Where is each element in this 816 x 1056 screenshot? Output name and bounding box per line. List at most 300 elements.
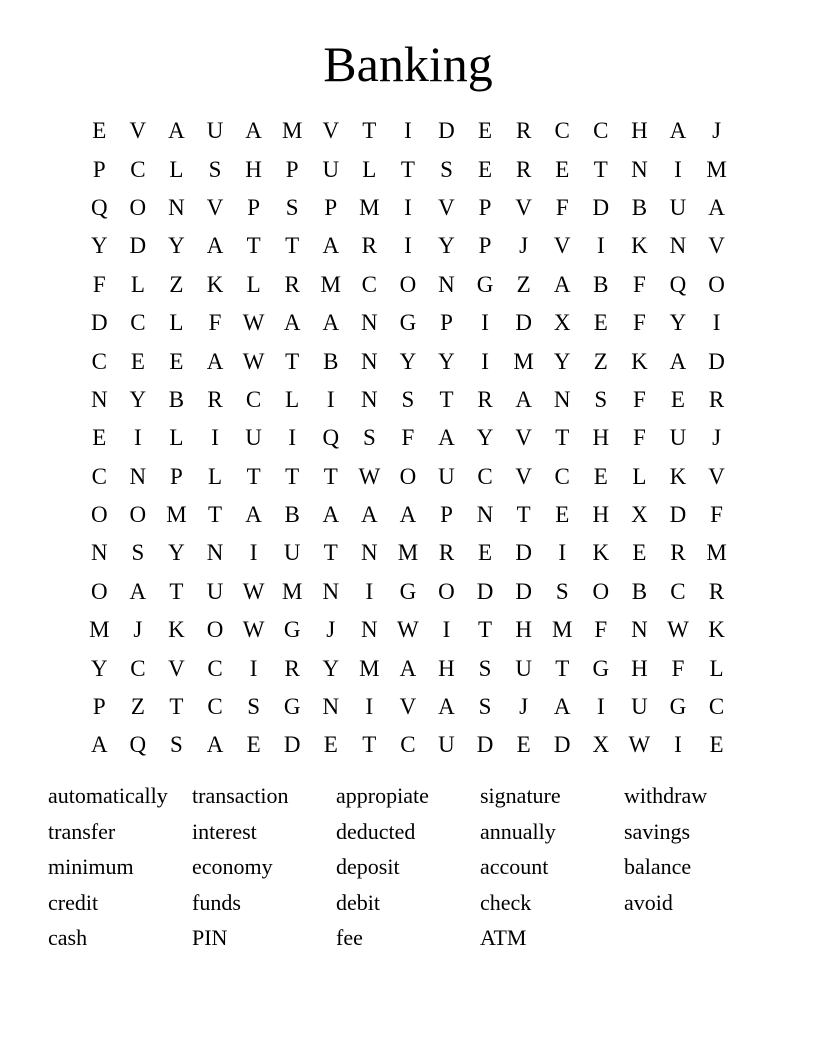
grid-letter: K: [168, 617, 185, 643]
grid-letter: F: [594, 617, 608, 643]
grid-letter: D: [90, 310, 108, 336]
grid-letter: N: [631, 156, 648, 182]
grid-letter: D: [476, 578, 494, 604]
grid-letter: P: [170, 463, 183, 489]
grid-letter: P: [478, 194, 492, 220]
grid-row: [80, 496, 736, 534]
grid-letter: S: [131, 540, 145, 566]
grid-letter: G: [669, 694, 687, 720]
grid-letter: Q: [669, 271, 687, 297]
grid-letter: F: [92, 271, 106, 297]
grid-letter: U: [206, 118, 224, 144]
grid-letter: G: [283, 694, 301, 720]
grid-letter: R: [708, 578, 725, 604]
grid-letter: T: [323, 463, 338, 489]
grid-letter: H: [245, 156, 262, 182]
grid-letter: B: [323, 348, 339, 374]
grid-letter: E: [246, 732, 261, 758]
grid-letter: M: [513, 348, 534, 374]
grid-letter: F: [401, 425, 415, 451]
grid-letter: C: [245, 386, 262, 412]
grid-letter: V: [322, 118, 340, 144]
grid-letter: W: [242, 348, 265, 374]
grid-letter: R: [361, 233, 377, 259]
grid-letter: B: [593, 271, 609, 297]
grid-letter: P: [92, 156, 106, 182]
grid-letter: E: [632, 540, 647, 566]
grid-letter: R: [515, 118, 532, 144]
grid-letter: S: [285, 194, 299, 220]
grid-letter: M: [397, 540, 419, 566]
grid-letter: U: [669, 194, 687, 220]
grid-letter: E: [130, 348, 145, 374]
grid-row: [80, 304, 736, 342]
grid-letter: N: [669, 233, 687, 259]
grid-letter: N: [322, 694, 340, 720]
grid-letter: Y: [476, 425, 494, 451]
grid-letter: I: [249, 655, 258, 681]
grid-letter: W: [667, 617, 689, 643]
grid-letter: V: [129, 118, 147, 144]
grid-letter: N: [361, 310, 378, 336]
grid-letter: N: [553, 386, 571, 412]
grid-letter: N: [631, 617, 648, 643]
grid-letter: S: [478, 655, 492, 681]
grid-letter: I: [288, 425, 297, 451]
grid-letter: R: [515, 156, 532, 182]
grid-letter: U: [245, 425, 262, 451]
grid-letter: A: [322, 502, 340, 528]
word-bank-item: savings: [624, 818, 690, 844]
grid-letter: V: [399, 694, 417, 720]
grid-letter: R: [438, 540, 455, 566]
grid-letter: C: [91, 348, 107, 374]
grid-letter: I: [365, 694, 374, 720]
grid-letter: I: [211, 425, 219, 451]
word-bank-item: interest: [192, 818, 257, 844]
grid-letter: E: [516, 732, 531, 758]
grid-letter: R: [284, 655, 300, 681]
grid-row: [80, 150, 736, 188]
grid-letter: I: [365, 578, 374, 604]
grid-letter: D: [515, 578, 532, 604]
grid-letter: W: [628, 732, 651, 758]
grid-letter: C: [554, 463, 570, 489]
grid-row: [80, 611, 736, 649]
grid-letter: H: [631, 118, 648, 144]
grid-letter: U: [438, 463, 455, 489]
grid-letter: N: [361, 617, 378, 643]
grid-letter: A: [283, 310, 301, 336]
grid-letter: N: [168, 194, 185, 220]
grid-letter: K: [669, 463, 687, 489]
grid-letter: P: [440, 502, 453, 528]
word-bank-item: automatically: [48, 783, 168, 808]
grid-letter: H: [592, 425, 610, 451]
grid-letter: A: [515, 386, 532, 412]
grid-letter: A: [669, 118, 687, 144]
grid-letter: M: [89, 617, 110, 643]
grid-letter: C: [708, 694, 725, 720]
grid-letter: H: [631, 655, 648, 681]
grid-letter: C: [361, 271, 377, 297]
grid-letter: O: [708, 271, 725, 297]
grid-letter: A: [553, 694, 571, 720]
grid-row: [80, 534, 736, 572]
grid-letter: X: [592, 732, 610, 758]
grid-letter: N: [361, 348, 378, 374]
grid-letter: S: [208, 156, 222, 182]
word-bank-item: transaction: [192, 783, 289, 808]
grid-letter: I: [404, 194, 412, 220]
grid-letter: O: [90, 578, 108, 604]
grid-letter: E: [555, 156, 570, 182]
grid-letter: E: [169, 348, 184, 374]
grid-letter: N: [438, 271, 455, 297]
grid-row: [80, 342, 736, 380]
grid-letter: U: [515, 655, 532, 681]
page-title: Banking: [323, 36, 493, 92]
grid-letter: S: [555, 578, 569, 604]
grid-letter: D: [129, 233, 147, 259]
grid-letter: F: [632, 271, 646, 297]
grid-letter: I: [481, 348, 489, 374]
grid-letter: T: [439, 386, 454, 412]
grid-letter: T: [516, 502, 531, 528]
grid-letter: T: [246, 233, 261, 259]
grid-letter: U: [322, 156, 340, 182]
word-bank-item: minimum: [48, 854, 134, 879]
grid-letter: I: [249, 540, 258, 566]
grid-letter: N: [361, 540, 378, 566]
grid-letter: H: [438, 655, 455, 681]
grid-row: [80, 112, 736, 150]
grid-letter: A: [361, 502, 378, 528]
grid-letter: U: [631, 694, 648, 720]
grid-letter: C: [670, 578, 686, 604]
grid-letter: D: [283, 732, 301, 758]
grid-letter: T: [555, 655, 570, 681]
grid-letter: J: [133, 617, 143, 643]
grid-letter: D: [438, 118, 455, 144]
grid-letter: O: [438, 578, 455, 604]
grid-letter: T: [169, 694, 184, 720]
word-bank-item: cash: [48, 925, 88, 950]
grid-letter: C: [593, 118, 609, 144]
grid-letter: V: [708, 463, 725, 489]
grid-letter: Y: [438, 233, 455, 259]
grid-letter: D: [669, 502, 687, 528]
grid-letter: T: [362, 118, 377, 144]
grid-letter: L: [169, 310, 184, 336]
grid-letter: N: [206, 540, 224, 566]
grid-letter: M: [166, 502, 187, 528]
grid-letter: L: [207, 463, 223, 489]
word-bank-item: account: [480, 854, 549, 879]
grid-letter: M: [706, 156, 727, 182]
grid-letter: M: [320, 271, 341, 297]
grid-letter: Q: [322, 425, 340, 451]
grid-letter: V: [515, 425, 532, 451]
grid-letter: L: [246, 271, 261, 297]
grid-letter: K: [206, 271, 224, 297]
grid-letter: V: [206, 194, 224, 220]
grid-letter: B: [284, 502, 300, 528]
word-bank-item: economy: [192, 854, 273, 879]
grid-letter: V: [515, 194, 532, 220]
grid-letter: O: [592, 578, 610, 604]
grid-letter: C: [400, 732, 416, 758]
grid-letter: A: [399, 502, 417, 528]
grid-letter: U: [438, 732, 455, 758]
grid-letter: T: [593, 156, 608, 182]
word-bank-item: PIN: [192, 925, 228, 950]
grid-letter: D: [515, 540, 532, 566]
grid-letter: J: [519, 233, 529, 259]
grid-letter: S: [401, 386, 415, 412]
grid-letter: Y: [168, 233, 185, 259]
grid-letter: P: [440, 310, 453, 336]
grid-letter: E: [555, 502, 570, 528]
grid-letter: Y: [168, 540, 185, 566]
grid-letter: I: [596, 233, 605, 259]
grid-letter: P: [324, 194, 338, 220]
grid-letter: O: [129, 502, 147, 528]
grid-letter: R: [284, 271, 300, 297]
grid-letter: A: [245, 118, 262, 144]
grid-letter: P: [478, 233, 492, 259]
grid-letter: A: [438, 425, 455, 451]
grid-letter: N: [361, 386, 378, 412]
grid-letter: T: [555, 425, 570, 451]
word-bank-item: signature: [480, 783, 561, 808]
grid-letter: O: [399, 271, 417, 297]
grid-letter: F: [710, 502, 723, 528]
grid-letter: E: [709, 732, 724, 758]
grid-letter: E: [478, 118, 493, 144]
grid-letter: M: [281, 118, 303, 144]
grid-letter: A: [206, 233, 224, 259]
grid-row: [80, 189, 736, 227]
grid-letter: L: [632, 463, 647, 489]
grid-letter: P: [92, 694, 106, 720]
grid-letter: A: [399, 655, 417, 681]
grid-letter: X: [631, 502, 648, 528]
grid-letter: E: [323, 732, 338, 758]
grid-letter: T: [285, 463, 300, 489]
grid-letter: F: [632, 425, 646, 451]
grid-letter: R: [708, 386, 725, 412]
grid-letter: L: [709, 655, 724, 681]
grid-letter: S: [362, 425, 376, 451]
grid-letter: E: [593, 463, 608, 489]
grid-row: [80, 688, 736, 726]
grid-letter: M: [359, 194, 380, 220]
grid-letter: L: [130, 271, 145, 297]
word-bank-item: transfer: [48, 818, 116, 844]
grid-letter: W: [358, 463, 381, 489]
grid-letter: Y: [322, 655, 340, 681]
grid-letter: E: [670, 386, 685, 412]
grid-letter: A: [322, 233, 340, 259]
grid-letter: F: [632, 310, 646, 336]
grid-letter: I: [712, 310, 721, 336]
word-bank-item: credit: [48, 889, 99, 915]
grid-letter: E: [92, 118, 107, 144]
grid-letter: E: [92, 425, 107, 451]
grid-letter: L: [169, 156, 184, 182]
word-bank-item: fee: [336, 925, 363, 950]
grid-letter: Y: [438, 348, 455, 374]
grid-letter: W: [242, 310, 265, 336]
grid-letter: Q: [90, 194, 108, 220]
word-bank-item: ATM: [480, 925, 527, 950]
grid-letter: C: [91, 463, 107, 489]
grid-letter: G: [399, 578, 417, 604]
grid-letter: D: [592, 194, 610, 220]
word-bank-item: deposit: [336, 854, 400, 879]
grid-letter: J: [519, 694, 529, 720]
grid-letter: O: [399, 463, 417, 489]
word-bank: [48, 780, 768, 958]
grid-letter: Z: [593, 348, 608, 374]
grid-letter: A: [129, 578, 147, 604]
grid-letter: W: [242, 617, 265, 643]
grid-letter: Y: [129, 386, 147, 412]
grid-letter: M: [359, 655, 380, 681]
grid-letter: A: [708, 194, 725, 220]
grid-letter: A: [206, 348, 224, 374]
grid-row: [80, 381, 736, 419]
grid-row: [80, 266, 736, 304]
grid-letter: T: [400, 156, 415, 182]
grid-letter: F: [671, 655, 685, 681]
grid-letter: T: [285, 348, 300, 374]
word-bank-item: annually: [480, 818, 556, 844]
grid-letter: I: [326, 386, 335, 412]
grid-letter: H: [515, 617, 532, 643]
grid-letter: A: [90, 732, 108, 758]
grid-letter: N: [476, 502, 494, 528]
grid-letter: J: [712, 425, 722, 451]
grid-letter: R: [670, 540, 686, 566]
grid-letter: L: [362, 156, 377, 182]
grid-letter: W: [397, 617, 419, 643]
grid-letter: Y: [553, 348, 571, 374]
grid-letter: V: [708, 233, 725, 259]
grid-letter: M: [706, 540, 727, 566]
grid-letter: C: [207, 655, 223, 681]
grid-letter: V: [553, 233, 571, 259]
grid-letter: B: [631, 194, 648, 220]
grid-letter: T: [207, 502, 223, 528]
grid-letter: Y: [90, 233, 108, 259]
grid-letter: I: [404, 118, 412, 144]
grid-letter: T: [478, 617, 493, 643]
word-bank-item: debit: [336, 889, 380, 915]
grid-letter: V: [168, 655, 185, 681]
grid-letter: M: [552, 617, 573, 643]
grid-letter: J: [712, 118, 722, 144]
grid-letter: E: [593, 310, 608, 336]
grid-letter: Z: [516, 271, 531, 297]
word-bank-item: funds: [192, 889, 241, 915]
grid-letter: T: [362, 732, 377, 758]
grid-letter: F: [632, 386, 646, 412]
grid-letter: I: [674, 732, 682, 758]
grid-letter: Y: [90, 655, 108, 681]
grid-letter: C: [554, 118, 570, 144]
grid-letter: O: [129, 194, 147, 220]
grid-letter: X: [553, 310, 571, 336]
word-bank-item: balance: [624, 854, 692, 879]
grid-letter: U: [283, 540, 301, 566]
grid-letter: C: [477, 463, 493, 489]
grid-letter: G: [399, 310, 417, 336]
grid-letter: M: [281, 578, 303, 604]
grid-letter: C: [130, 156, 146, 182]
grid-letter: I: [558, 540, 567, 566]
grid-letter: K: [708, 617, 725, 643]
grid-letter: S: [594, 386, 608, 412]
grid-letter: A: [669, 348, 687, 374]
grid-letter: C: [130, 655, 146, 681]
grid-letter: Q: [129, 732, 147, 758]
grid-letter: A: [438, 694, 455, 720]
grid-letter: D: [476, 732, 494, 758]
grid-letter: Z: [130, 694, 145, 720]
grid-letter: A: [322, 310, 340, 336]
grid-letter: S: [440, 156, 453, 182]
word-bank-item: withdraw: [624, 783, 708, 808]
grid-letter: T: [323, 540, 338, 566]
grid-letter: T: [246, 463, 261, 489]
grid-letter: D: [553, 732, 571, 758]
grid-letter: W: [242, 578, 265, 604]
grid-letter: O: [206, 617, 224, 643]
word-bank-item: appropiate: [336, 783, 429, 808]
grid-letter: K: [631, 348, 648, 374]
grid-letter: O: [90, 502, 108, 528]
grid-letter: I: [442, 617, 451, 643]
grid-letter: L: [169, 425, 184, 451]
grid-letter: A: [206, 732, 224, 758]
grid-letter: H: [592, 502, 610, 528]
grid-letter: N: [90, 540, 108, 566]
grid-letter: E: [478, 540, 493, 566]
grid-letter: F: [208, 310, 222, 336]
grid-letter: A: [245, 502, 262, 528]
word-bank-item: deducted: [336, 818, 416, 844]
grid-letter: N: [90, 386, 108, 412]
grid-row: [80, 573, 736, 611]
grid-letter: V: [438, 194, 455, 220]
grid-letter: U: [206, 578, 224, 604]
grid-letter: Z: [169, 271, 184, 297]
grid-letter: K: [631, 233, 648, 259]
grid-letter: R: [477, 386, 493, 412]
grid-letter: L: [285, 386, 300, 412]
grid-letter: J: [326, 617, 336, 643]
grid-letter: S: [478, 694, 492, 720]
grid-row: [80, 726, 736, 764]
grid-letter: P: [285, 156, 299, 182]
grid-letter: T: [169, 578, 184, 604]
grid-letter: N: [322, 578, 340, 604]
grid-letter: T: [285, 233, 300, 259]
grid-row: [80, 458, 736, 496]
grid-letter: P: [247, 194, 260, 220]
